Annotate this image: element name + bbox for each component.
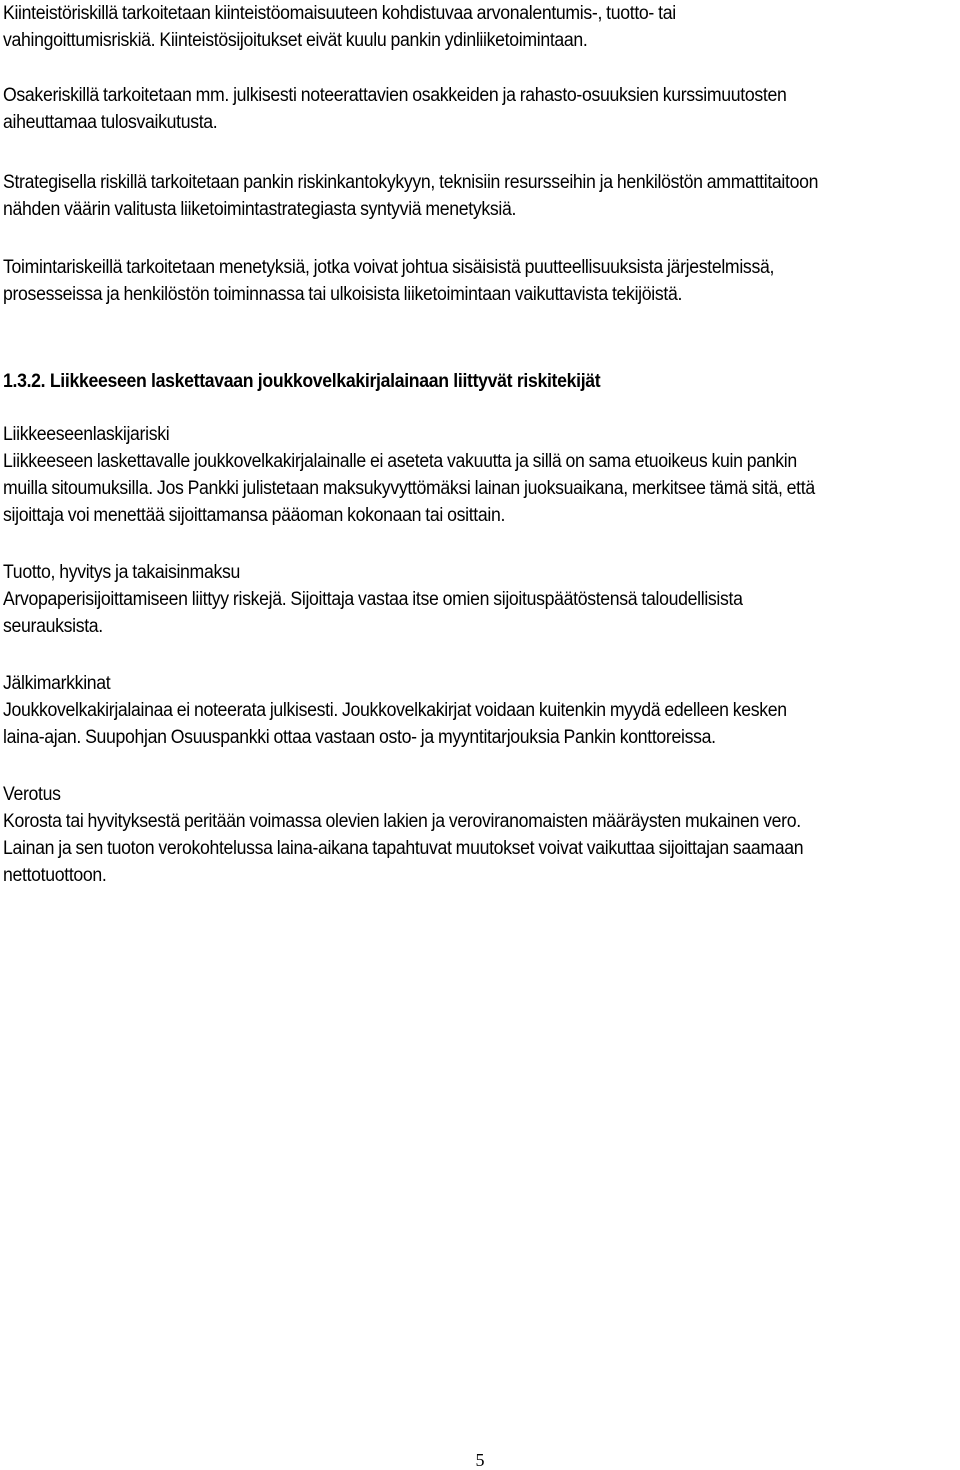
section-secondary-market [3, 670, 952, 751]
paragraph-equity-risk [3, 82, 952, 136]
text-line: Arvopaperisijoittamiseen liittyy riskejä. Sijoittaja vastaa itse omien sijoituspäätöstensä taloudellisista [3, 589, 743, 610]
text-line: vahingoittumisriskiä. Kiinteistösijoitukset eivät kuulu pankin ydinliiketoimintaan. [3, 30, 588, 51]
text-line: Kiinteistöriskillä tarkoitetaan kiinteistöomaisuuteen kohdistuvaa arvonalentumis-, tuotto- tai [3, 3, 676, 24]
text-line: Korosta tai hyvityksestä peritään voimassa olevien lakien ja veroviranomaisten määräysten mukainen vero. [3, 811, 801, 832]
text-line: prosesseissa ja henkilöstön toiminnassa tai ulkoisista liiketoimintaan vaikuttavista tekijöistä. [3, 284, 683, 305]
text-line: muilla sitoumuksilla. Jos Pankki julistetaan maksukyvyttömäksi lainan juoksuaikana, merkitsee tämä sitä, että [3, 478, 815, 499]
text-line: aiheuttamaa tulosvaikutusta. [3, 112, 218, 133]
section-return-repayment [3, 559, 952, 640]
text-line: Toimintariskeillä tarkoitetaan menetyksiä, jotka voivat johtua sisäisistä puutteellisuuksista järjestelmissä, [3, 257, 775, 278]
section-title: Tuotto, hyvitys ja takaisinmaksu [3, 562, 240, 583]
paragraph-strategic-risk [3, 169, 952, 223]
text-line: Liikkeeseen laskettavalle joukkovelkakirjalainalle ei aseteta vakuutta ja sillä on sama etuoikeus kuin pankin [3, 451, 797, 472]
section-title: Verotus [3, 784, 61, 805]
text-line: Osakeriskillä tarkoitetaan mm. julkisesti noteerattavien osakkeiden ja rahasto-osuuksien kurssimuutosten [3, 85, 787, 106]
text-line: Joukkovelkakirjalainaa ei noteerata julkisesti. Joukkovelkakirjat voidaan kuitenkin myydä edelleen kesken [3, 700, 787, 721]
page-number: 5 [475, 1450, 485, 1470]
paragraph-operational-risk [3, 254, 952, 308]
text-line: nähden väärin valitusta liiketoimintastrategiasta syntyviä menetyksiä. [3, 199, 517, 220]
text-line: nettotuottoon. [3, 865, 107, 886]
text-line: sijoittaja voi menettää sijoittamansa pääoman kokonaan tai osittain. [3, 505, 506, 526]
paragraph-real-estate-risk [3, 0, 952, 54]
section-issuer-risk [3, 421, 952, 529]
text-line: Lainan ja sen tuoton verokohtelussa laina-aikana tapahtuvat muutokset voivat vaikuttaa sijoittajan saamaan [3, 838, 804, 859]
text-line: laina-ajan. Suupohjan Osuuspankki ottaa vastaan osto- ja myyntitarjouksia Pankin konttoreissa. [3, 727, 716, 748]
text-line: Strategisella riskillä tarkoitetaan pankin riskinkantokykyyn, teknisiin resursseihin ja henkilöstön ammattitaitoon [3, 172, 819, 193]
section-heading: 1.3.2. Liikkeeseen laskettavaan joukkovelkakirjalainaan liittyvät riskitekijät [3, 371, 601, 392]
section-taxation [3, 781, 952, 889]
section-title: Liikkeeseenlaskijariski [3, 424, 170, 445]
section-title: Jälkimarkkinat [3, 673, 111, 694]
text-line: seurauksista. [3, 616, 103, 637]
